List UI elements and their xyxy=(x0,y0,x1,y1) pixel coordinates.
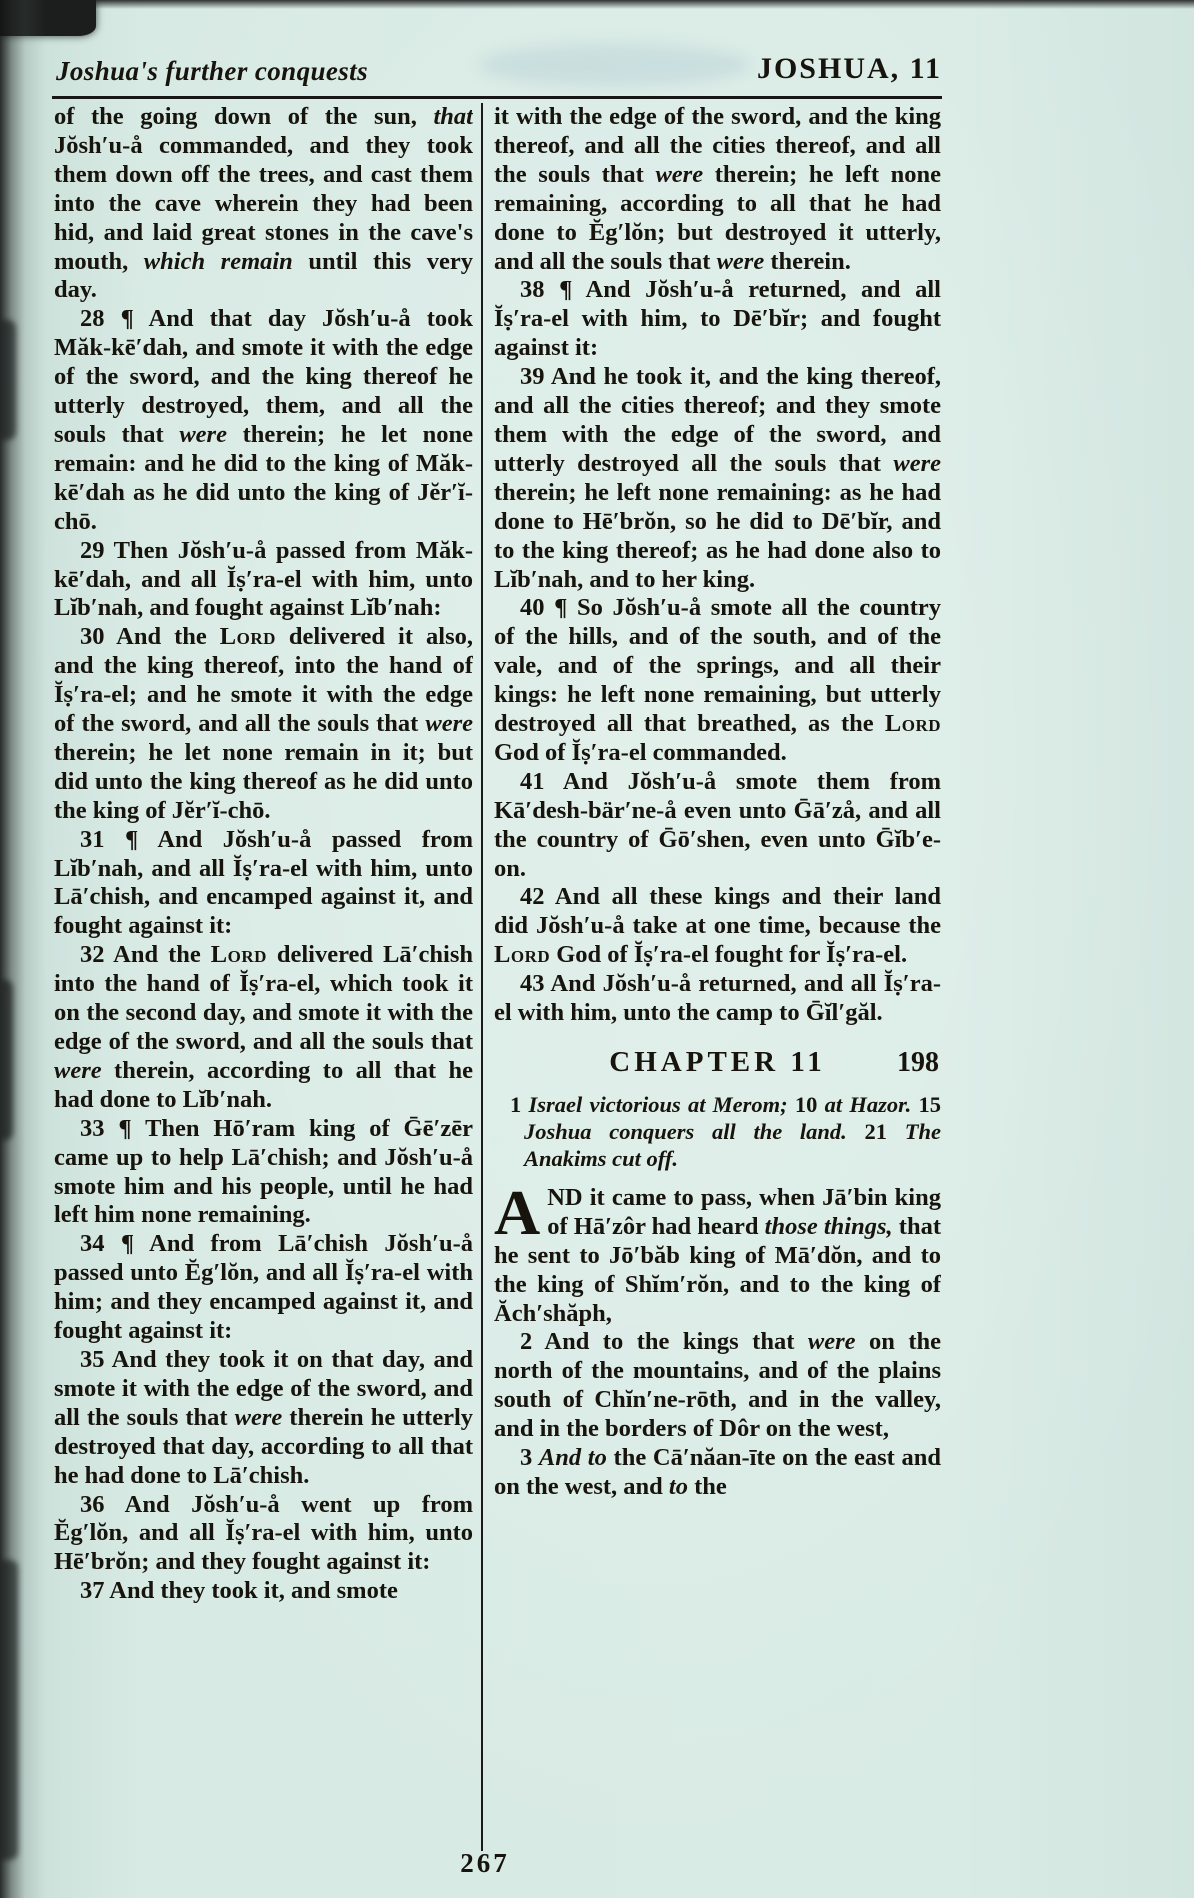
text-run: therein; he let none remain in it; but did unto the king thereof as he did unto the king of Jĕr′ĭ-chō. xyxy=(54,738,473,824)
text-run: therein. xyxy=(764,247,851,275)
italic-run: were xyxy=(425,710,473,738)
verse-paragraph xyxy=(54,1346,473,1491)
page-number: 267 xyxy=(460,1848,510,1878)
verse-paragraph xyxy=(494,768,941,884)
verse-paragraph xyxy=(494,1328,941,1444)
text-run: 38 ¶ And Jŏsh′u-å returned, and all Ĭṣ′ra-el with him, to Dē′bĭr; and fought against it: xyxy=(494,276,941,362)
text-run: 39 And he took it, and the king thereof, and all the cities thereof; and they smote them with the edge of the sword, and utterly destroyed all the souls that xyxy=(494,363,941,477)
italic-run: Israel victorious at Merom; xyxy=(528,1091,788,1117)
italic-run: at Hazor. xyxy=(824,1091,912,1117)
text-run: Jŏsh′u-å commanded, and they took them down off the trees, and cast them into the cave wherein they had been hid, and laid great stones in the cave's mouth, xyxy=(54,131,473,275)
verse-paragraph xyxy=(54,537,473,624)
text-run: 42 And all these kings and their land did Jŏsh′u-å take at one time, because the xyxy=(494,883,941,940)
drop-cap: A xyxy=(494,1176,541,1248)
text-run: 34 ¶ And from Lā′chish Jŏsh′u-å passed unto Ĕg′lŏn, and all Ĭṣ′ra-el with him; and they encamped against it, and fought against it: xyxy=(54,1230,473,1345)
italic-run: were xyxy=(54,1056,102,1084)
verse-paragraph xyxy=(54,1577,473,1606)
text-run: the xyxy=(687,1472,727,1500)
italic-run: were xyxy=(807,1328,856,1356)
text-run: 21 xyxy=(846,1118,905,1144)
text-run: delivered Lā′chish into the hand of Ĭṣ′ra-el, which took it on the second day, and smote it with the edge of the sword, and all the souls that xyxy=(54,941,473,1055)
text-run: until this very day. xyxy=(54,247,473,304)
text-run: therein; he left none remaining, according to all that he had done to Ĕg′lŏn; but destroyed it utterly, and all the souls that xyxy=(494,160,941,275)
text-run: 37 And they took it, and smote xyxy=(80,1577,398,1605)
verse-paragraph xyxy=(54,1230,473,1346)
text-run: 10 xyxy=(787,1091,825,1117)
text-run: 29 Then Jŏsh′u-å passed from Măk-kē′dah, and all Ĭṣ′ra-el with him, unto Lĭb′nah, and fought against Lĭb′nah: xyxy=(54,536,473,622)
divine-name: Lord xyxy=(494,941,551,969)
divine-name: Lord xyxy=(219,623,276,651)
text-run: 40 ¶ So Jŏsh′u-å smote all the country of the hills, and of the south, and of the vale, and of the springs, and all their kings: he left none remaining, but utterly destroyed all that breathed, as the xyxy=(494,594,941,738)
text-run: 35 And they took it on that day, and smote it with the edge of the sword, and all the souls that xyxy=(54,1345,473,1431)
italic-run: were xyxy=(893,449,941,477)
column-divider xyxy=(481,103,483,1851)
text-run: 33 ¶ Then Hō′ram king of Ḡē′zēr came up to help Lā′chish; and Jŏsh′u-å smote him and his people, until he had left him none remaining. xyxy=(54,1114,473,1229)
scan-top-edge xyxy=(0,0,1194,9)
text-run: 15 xyxy=(911,1091,941,1117)
verse-paragraph xyxy=(54,941,473,1114)
scan-artifact xyxy=(0,980,13,1140)
italic-run: were xyxy=(179,420,227,448)
verse-paragraph xyxy=(54,623,473,825)
italic-run: And to xyxy=(538,1444,607,1472)
text-run: 32 And the xyxy=(80,941,211,969)
header-rule xyxy=(52,96,942,99)
verse-paragraph xyxy=(54,826,473,942)
continuation-paragraph xyxy=(54,103,473,305)
italic-run: to xyxy=(668,1472,688,1500)
text-run: therein he utterly destroyed that day, according to all that he had done to Lā′chish. xyxy=(54,1403,473,1489)
italic-run: that xyxy=(433,103,473,130)
text-run: on the north of the mountains, and of the plains south of Chĭn′ne-rōth, and in the valley, and in the borders of Dôr on the west, xyxy=(494,1328,941,1443)
text-run: 36 And Jŏsh′u-å went up from Ĕg′lŏn, and all Ĭṣ′ra-el with him, unto Hē′brŏn; and they fought against it: xyxy=(54,1490,473,1576)
italic-run: were xyxy=(655,160,704,188)
right-text-column xyxy=(494,103,941,1865)
text-run: of the going down of the sun, xyxy=(54,103,434,130)
text-run: 30 And the xyxy=(80,623,220,651)
text-run: 2 And to the kings that xyxy=(520,1328,808,1356)
verse-paragraph xyxy=(54,1491,473,1578)
chapter-summary xyxy=(494,1091,941,1172)
scan-artifact xyxy=(0,320,16,440)
text-run: 28 ¶ And that day Jŏsh′u-å took Măk-kē′dah, and smote it with the edge of the sword, and the king thereof he utterly destroyed, them, and all the souls that xyxy=(54,305,473,448)
text-run: delivered it also, and the king thereof, into the hand of Ĭṣ′ra-el; and he smote it with the edge of the sword, and all the souls that xyxy=(54,623,473,738)
text-run: ND it came to pass, when Jā′bin king of Hā′zôr had heard xyxy=(547,1183,941,1240)
italic-run: were xyxy=(716,247,765,275)
text-run: therein, according to all that he had done to Lĭb′nah. xyxy=(54,1056,473,1113)
text-run: it with the edge of the sword, and the king thereof, and all the cities thereof, and all the souls that xyxy=(494,103,941,188)
divine-name: Lord xyxy=(884,710,941,738)
verse-paragraph xyxy=(494,276,941,363)
chapter-heading: CHAPTER 11 xyxy=(609,1046,826,1078)
text-run: 3 xyxy=(520,1444,539,1472)
text-run: therein; he let none remain: and he did to the king of Măk-kē′dah as he did unto the king of Jĕr′ĭ-chō. xyxy=(54,420,473,535)
verse-paragraph xyxy=(494,970,941,1028)
book-chapter-head: JOSHUA, 11 xyxy=(756,52,942,85)
scan-artifact xyxy=(0,1560,18,1860)
text-run: God of Ĭṣ′ra-el commanded. xyxy=(494,738,787,766)
verse-paragraph xyxy=(494,883,941,970)
verse-paragraph xyxy=(494,594,941,767)
text-run: 31 ¶ And Jŏsh′u-å passed from Lĭb′nah, and all Ĭṣ′ra-el with him, unto Lā′chish, and encamped against it, and fought against it: xyxy=(54,825,473,940)
italic-run: those things, xyxy=(764,1212,893,1240)
text-run: the Cā′năan-īte on the east and on the west, and xyxy=(494,1444,941,1500)
section-code: 198 xyxy=(897,1047,939,1078)
verse-paragraph xyxy=(54,305,473,536)
text-run: 1 xyxy=(510,1091,529,1117)
continuation-paragraph xyxy=(494,103,941,276)
text-run: 41 And Jŏsh′u-å smote them from Kā′desh-bär′ne-å even unto Ḡā′zå, and all the country of Ḡō′shen, even unto Ḡĭb′e-on. xyxy=(494,767,941,882)
chapter-heading-row xyxy=(494,1048,941,1079)
text-run: therein; he left none remaining: as he had done to Hē′brŏn, so he did to Dē′bĭr, and to the king thereof; as he had done also to Lĭb′nah, and to her king. xyxy=(494,478,941,593)
italic-run: Joshua conquers all the land. xyxy=(524,1118,847,1144)
verse-paragraph xyxy=(54,1115,473,1231)
running-head: Joshua's further conquests xyxy=(56,56,368,86)
text-run: God of Ĭṣ′ra-el fought for Ĭṣ′ra-el. xyxy=(550,941,908,969)
italic-run: The Anakims cut off. xyxy=(524,1118,941,1171)
left-text-column xyxy=(54,103,473,1865)
verse-paragraph xyxy=(494,1444,941,1502)
italic-run: were xyxy=(234,1403,283,1431)
divine-name: Lord xyxy=(210,941,267,969)
text-run: that he sent to Jō′băb king of Mā′dŏn, and to the king of Shĭm′rŏn, and to the king of Ăch′shăph, xyxy=(494,1212,941,1327)
text-run: 43 And Jŏsh′u-å returned, and all Ĭṣ′ra-el with him, unto the camp to Ḡĭl′găl. xyxy=(494,970,941,1027)
dropcap-paragraph xyxy=(494,1176,941,1329)
ink-bleed-smudge xyxy=(480,44,750,86)
verse-paragraph xyxy=(494,363,941,594)
italic-run: which remain xyxy=(143,247,293,275)
